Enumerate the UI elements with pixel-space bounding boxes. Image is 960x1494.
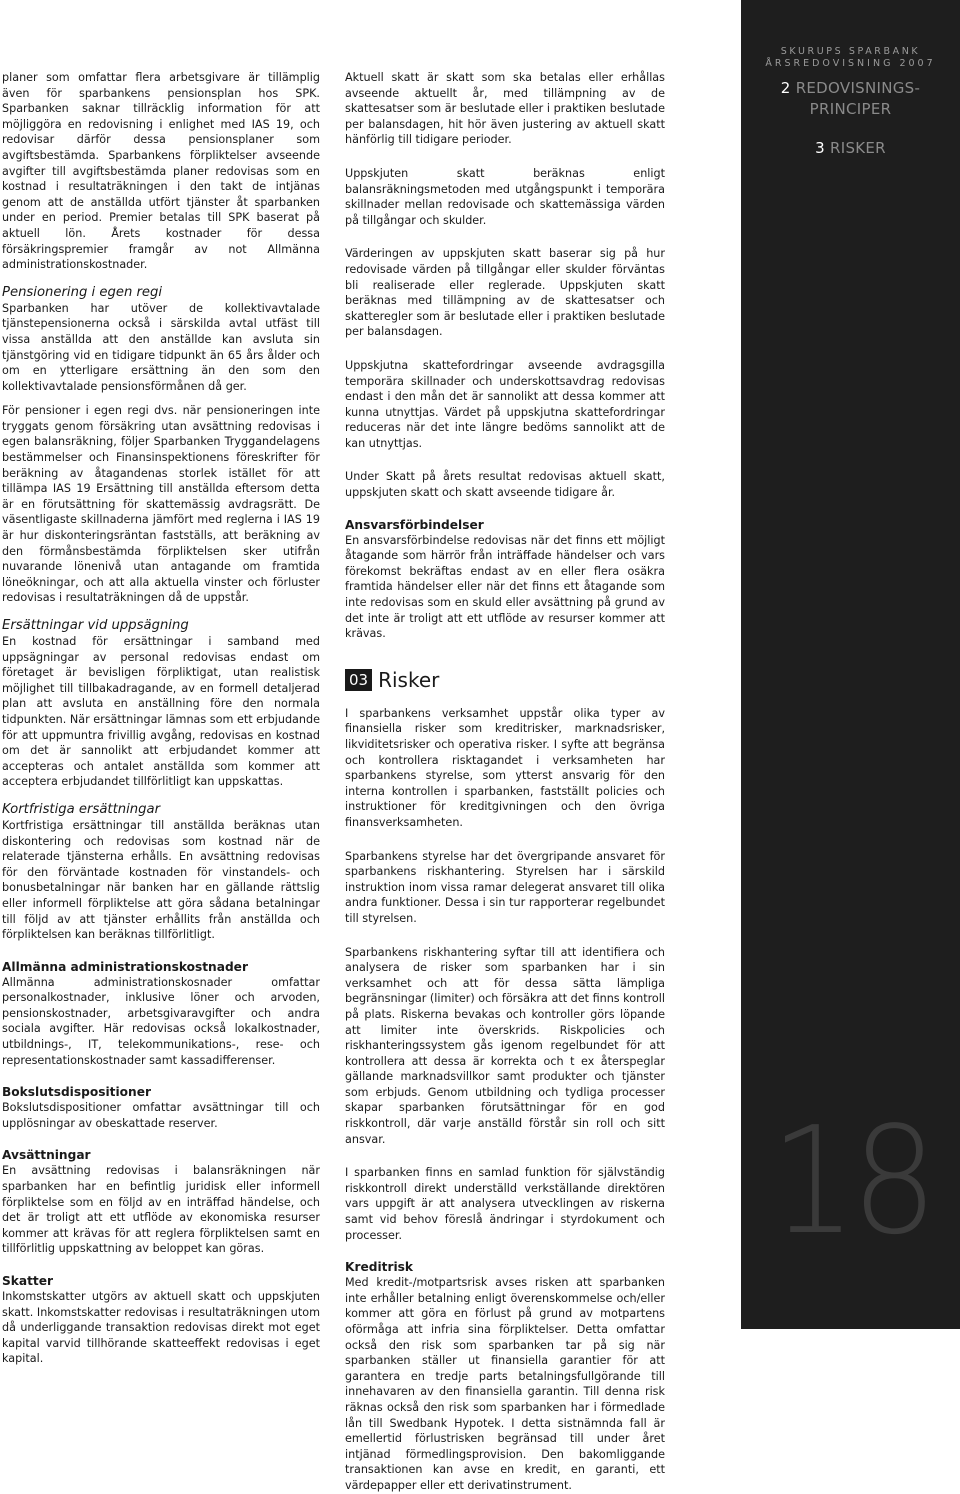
provisions-paragraph: En avsättning redovisas i balansräkningen när sparbanken har en befintlig juridisk eller informell förpliktelse som en följd av en inträffad händelse, och det är troligt att ett utflöde av ekonomiska resurser kommer att krävas för att reglera förpliktelsen samt en tillförlitlig uppskattning av beloppet kan göras.: [2, 1164, 320, 1256]
credit-risk-heading: Kreditrisk: [345, 1260, 413, 1275]
own-pension-heading: Pensionering i egen regi: [2, 284, 163, 300]
credit-risk-paragraph: Med kredit-/motpartsrisk avses risken att sparbanken inte erhåller betalning enligt överenskommelse och/eller kommer att göra en förlust på grund av motpartens oförmåga att infria sina förpliktelser. Detta omfattar också den risk som sparbanken tar på sig när sparbanken ställer ut finansiella garantier för att garantera en tredje parts betalningsfullgörande till innehavaren av den finansiella garantin. Till denna risk räknas också den risk som sparbanken har i förmedlade lån till Swedbank Hypotek. I detta sistnämnda fall är emellertid förlustrisken begränsad till under året intjänad förmedlingsprovision. Den bakomliggande transaktionen kan avse en kredit, en garanti, ett värdepapper eller ett derivatinstrument.: [345, 1276, 665, 1492]
risk-paragraph-2: Sparbankens styrelse har det övergripande ansvaret för sparbankens riskhantering. Styrelsen har i särskild instruktion inom vissa ramar delegerat ansvaret till olika andra funktioner. Dessa i sin tur rapporterar regelbundet till styrelsen.: [345, 849, 665, 925]
sidebar-item-number: 3: [815, 139, 825, 157]
deferred-tax-paragraph: Uppskjuten skatt beräknas enligt balansräkningsmetoden med utgångspunkt i temporära skillnader mellan redovisade och skattemässiga värden på tillgångar och skulder.: [345, 166, 665, 227]
sidebar-org-name: SKURUPS SPARBANK: [780, 46, 921, 57]
section-heading: [345, 668, 665, 692]
risk-paragraph-3: Sparbankens riskhantering syftar till att identifiera och analysera de risker som sparbanken har i sin verksamhet och att för dessa sätta lämpliga begränsningar (limiter) och försäkra att det finns kontroll på plats. Riskerna bevakas och kontroller görs löpande att limiter inte överskrids. Riskpolicies och riskhanteringssystem gås igenom regelbundet för att kontrollera att dessa är korrekta och t ex återspeglar gällande marknadsvillkor samt produkter och tjänster som erbjuds. Genom utbildning och tydliga processer skapar sparbanken förutsättningar för en god riskkontroll, där varje anställd förstår sin roll och sitt ansvar.: [345, 945, 665, 1146]
admin-costs-paragraph: Allmänna administrationskosnader omfattar personalkostnader, inklusive löner och arvoden, pensionskostnader, arbetsgivaravgifter och andra sociala avgifter. Här redovisas också lokalkostnader, utbildnings-, IT, telekommunikations-, rese- och representationskostnader samt kassadifferenser.: [2, 975, 320, 1067]
taxes-heading: Skatter: [2, 1274, 54, 1288]
short-term-heading: Kortfristiga ersättningar: [2, 801, 160, 817]
contingent-paragraph: En ansvarsförbindelse redovisas när det finns ett möjligt åtagande som härrör från inträffade händelser och vars förekomst bekräftas endast av en eller flera osäkra framtida händelser eller när det finns ett åtagande som inte redovisas som en skuld eller avsättning på grund av det inte är troligt att ett utflöde av resurser kommer att krävas.: [345, 533, 665, 641]
provisions-heading: Avsättningar: [2, 1148, 91, 1163]
sidebar-report-name: ÅRSREDOVISNING 2007: [765, 58, 936, 69]
appropriations-paragraph: Bokslutsdispositioner omfattar avsättningar till och upplösningar av obeskattade reserver.: [2, 1101, 320, 1130]
right-column: [345, 70, 665, 1494]
tax-result-paragraph: Under Skatt på årets resultat redovisas aktuell skatt, uppskjuten skatt och skatt avseende tidigare år.: [345, 470, 665, 500]
own-pension-paragraph-1: Sparbanken har utöver de kollektivavtalade tjänstepensionerna också i särskilda avtal utfäst till vissa anställda att den anställde kan avsluta sin tjänstgöring vid en tidigare tidpunkt än 65 års ålder och om en ytterligare ersättning än den som den kollektivavtalade pensionsförmånen då ger.: [2, 301, 320, 393]
sidebar-item-number: 2: [780, 79, 791, 97]
taxes-paragraph: Inkomstskatter utgörs av aktuell skatt och uppskjuten skatt. Inkomstskatter redovisas i resultaträkningen utom då underliggande transaktion redovisas direkt mot eget kapital varvid tillhörande skatteeffekt redovisas i eget kapital.: [2, 1290, 320, 1366]
page-number: 18: [770, 1095, 933, 1267]
sidebar-item-label: RISKER: [830, 139, 886, 157]
sidebar-item-label: REDOVISNINGS-: [795, 79, 921, 97]
contingent-heading: Ansvarsförbindelser: [345, 517, 484, 532]
termination-heading: Ersättningar vid uppsägning: [2, 618, 189, 633]
deferred-tax-assets-paragraph: Uppskjutna skattefordringar avseende avdragsgilla temporära skillnader och underskottsavdrag redovisas endast i den mån det är sannolikt att dessa kommer att kunna utnyttjas. Värdet på uppskjutna skattefordringar reduceras när det inte längre bedöms sannolikt att de kan utnyttjas.: [345, 358, 665, 450]
termination-paragraph: En kostnad för ersättningar i samband med uppsägningar av personal redovisas endast om företaget är bevisligen förpliktigat, utan realistisk möjlighet till tillbakadragande, av en formell detaljerad plan att avsluta en anställning före den normala tidpunkten. När ersättningar lämnas som ett erbjudande för att uppmuntra frivillig avgång, redovisas en kostnad om det är sannolikt att erbjudandet kommer att accepteras och antalet anställda som kommer att acceptera erbjudandet tillförlitligt kan uppskattas.: [2, 635, 320, 789]
short-term-paragraph: Kortfristiga ersättningar till anställda beräknas utan diskontering och redovisas som kostnad när de relaterade tjänsterna erhålls. En avsättning redovisas för den förväntade kostnaden för vinstandels- och bonusbetalningar när banken har en gällande rättslig eller informell förpliktelse att göra sådana betalningar till följd av att tjänster erhållits från anställda och förpliktelsen kan beräknas tillförlitligt.: [2, 818, 320, 942]
section-title: Risker: [378, 667, 440, 692]
intro-paragraph: planer som omfattar flera arbetsgivare är tillämplig även för sparbankens pensionsplan hos SPK. Sparbanken saknar tillräcklig information för att möjliggöra en redovisning i enlighet med IAS 19, och redovisar därför dessa pensionsplaner som avgiftsbestämda. Sparbankens förpliktelser avseende avgifter till avgiftsbestämda planer redovisas som en kostnad i resultaträkningen i den takt de intjänas genom att de anställda utfört tjänster åt sparbanken under en period. Premier betalas till SPK baserat på aktuell lön. Årets kostnader för dessa försäkringspremier framgår av not Allmänna administrationskostnader.: [2, 71, 320, 272]
risk-paragraph-1: I sparbankens verksamhet uppstår olika typer av finansiella risker som kreditrisker, marknadsrisker, likviditetsrisker och operativa risker. I syfte att begränsa och kontrollera risktagandet i verksamheten har sparbankens styrelse, som ytterst ansvarig för den interna kontrollen i sparbanken, fastställt policies och instruktioner för kreditgivningen och den övriga finansverksamheten.: [345, 706, 665, 829]
sidebar-item-label-line2: PRINCIPER: [809, 100, 892, 118]
deferred-tax-valuation-paragraph: Värderingen av uppskjuten skatt baserar sig på hur redovisade värden på tillgångar eller skulder förväntas bli realiserade eller reglerade. Uppskjuten skatt beräknas med tillämpning av de skattesatser och skatteregler som är beslutade eller i praktiken beslutade per balansdagen.: [345, 247, 665, 339]
section-number-badge: 03: [345, 669, 372, 691]
own-pension-paragraph-2: För pensioner i egen regi dvs. när pensioneringen inte tryggats genom försäkring utan avsättning redovisas i egen balansräkning, följer Sparbanken Tryggandelagens bestämmelser och Finansinspektionens föreskrifter för beräkning av åtagandenas storlek istället för att tillämpa IAS 19 Ersättning till anställda eftersom detta är en förutsättning för skattemässig avdragsrätt. De väsentligaste skillnaderna jämfört med reglerna i IAS 19 är hur diskonteringsräntan fastställs, att beräkning av den förmånsbestämda förpliktelsen sker utifrån nuvarande lönenivå utan antagande om framtida löneökningar, och att alla aktuella vinster och förluster redovisas i resultaträkningen då de uppstår.: [2, 404, 320, 605]
left-column: [2, 70, 320, 1367]
admin-costs-heading: Allmänna administrationskostnader: [2, 959, 248, 974]
risk-paragraph-4: I sparbanken finns en samlad funktion för självständig riskkontroll direkt underställd verkställande direktören vars uppgift är att analysera utvecklingen av riskerna samt vid behov föreslå ändringar i styrdokument och processer.: [345, 1166, 665, 1242]
sidebar-item-risks[interactable]: [741, 138, 960, 159]
appropriations-heading: Bokslutsdispositioner: [2, 1085, 151, 1100]
current-tax-paragraph: Aktuell skatt är skatt som ska betalas eller erhållas avseende aktuellt år, med tillämpning av de skattesatser som är beslutade eller i praktiken beslutade per balansdagen, hit hör även justering av aktuell skatt hänförlig till tidigare perioder.: [345, 71, 665, 147]
sidebar-item-accounting-principles[interactable]: [741, 78, 960, 120]
